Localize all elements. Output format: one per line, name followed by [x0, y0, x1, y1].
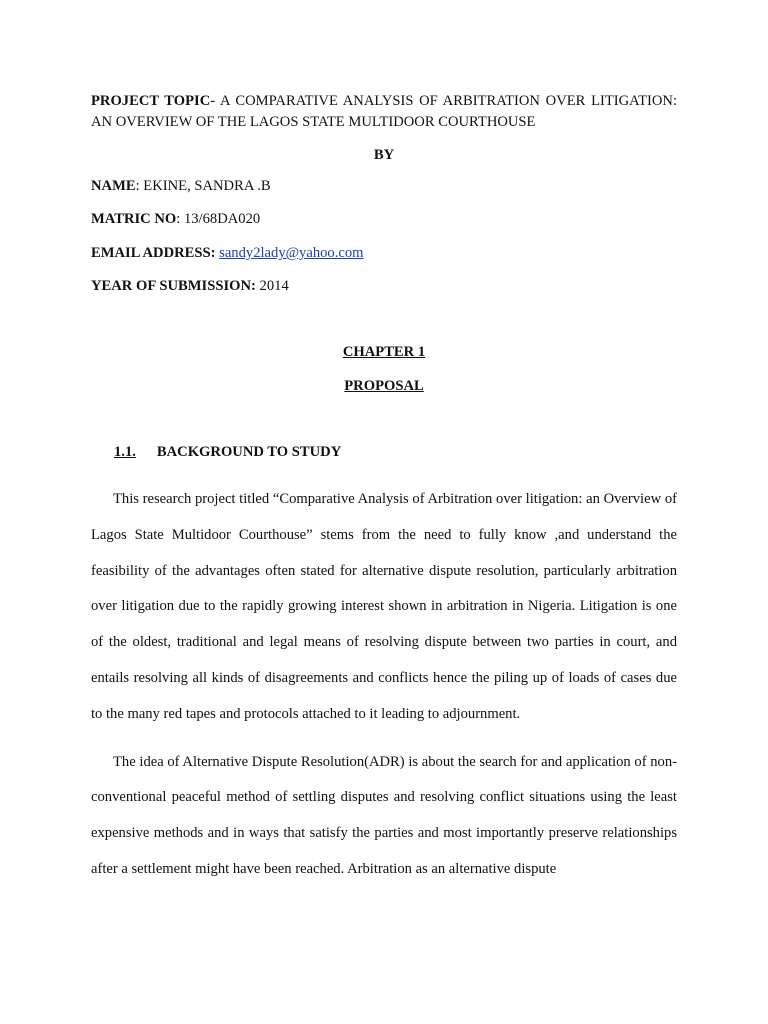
section-number: 1.1.: [114, 444, 136, 460]
matric-field: [91, 209, 677, 229]
proposal-heading: [91, 376, 677, 396]
by-line: [91, 147, 677, 164]
document-page: [91, 91, 677, 888]
section-title: BACKGROUND TO STUDY: [156, 444, 342, 460]
project-topic: [91, 91, 677, 133]
chapter-title: CHAPTER 1: [342, 344, 426, 360]
matric-value: : 13/68DA020: [176, 211, 261, 227]
year-label: YEAR OF SUBMISSION:: [91, 278, 256, 294]
project-topic-label: PROJECT TOPIC: [91, 93, 211, 109]
name-value: : EKINE, SANDRA .B: [135, 178, 271, 194]
year-field: [91, 276, 677, 296]
body-paragraph: The idea of Alternative Dispute Resolution(ADR) is about the search for and application of non-conventional peaceful method of settling disputes and resolving conflict situations using the least expensive methods and in ways that satisfy the parties and most importantly preserve relationships after a settlement might have been reached. Arbitration as an alternative dispute: [91, 753, 677, 877]
name-field: [91, 176, 677, 196]
project-topic-text: - A COMPARATIVE ANALYSIS OF ARBITRATION OVER LITIGATION: AN OVERVIEW OF THE LAGOS STATE MULTIDOOR COURTHOUSE: [91, 93, 678, 130]
email-link[interactable]: sandy2lady@yahoo.com: [219, 245, 364, 261]
name-label: NAME: [91, 178, 136, 194]
matric-label: MATRIC NO: [91, 211, 177, 227]
year-value: 2014: [259, 278, 289, 294]
chapter-heading: [91, 342, 677, 362]
section-heading: [91, 442, 677, 462]
body-paragraph: This research project titled “Comparative Analysis of Arbitration over litigation: an Overview of Lagos State Multidoor Courthouse” stems from the need to fully know ,and understand the feasibility of the advantages often stated for alternative dispute resolution, particularly arbitration over litigation due to the rapidly growing interest shown in arbitration in Nigeria. Litigation is one of the oldest, traditional and legal means of resolving dispute between two parties in court, and entails resolving all kinds of disagreements and conflicts hence the piling up of loads of cases due to the many red tapes and protocols attached to it leading to adjournment.: [91, 491, 677, 722]
email-label: EMAIL ADDRESS:: [91, 245, 216, 261]
by-label: BY: [373, 147, 395, 163]
email-field: [91, 243, 677, 263]
proposal-title: PROPOSAL: [344, 378, 424, 394]
